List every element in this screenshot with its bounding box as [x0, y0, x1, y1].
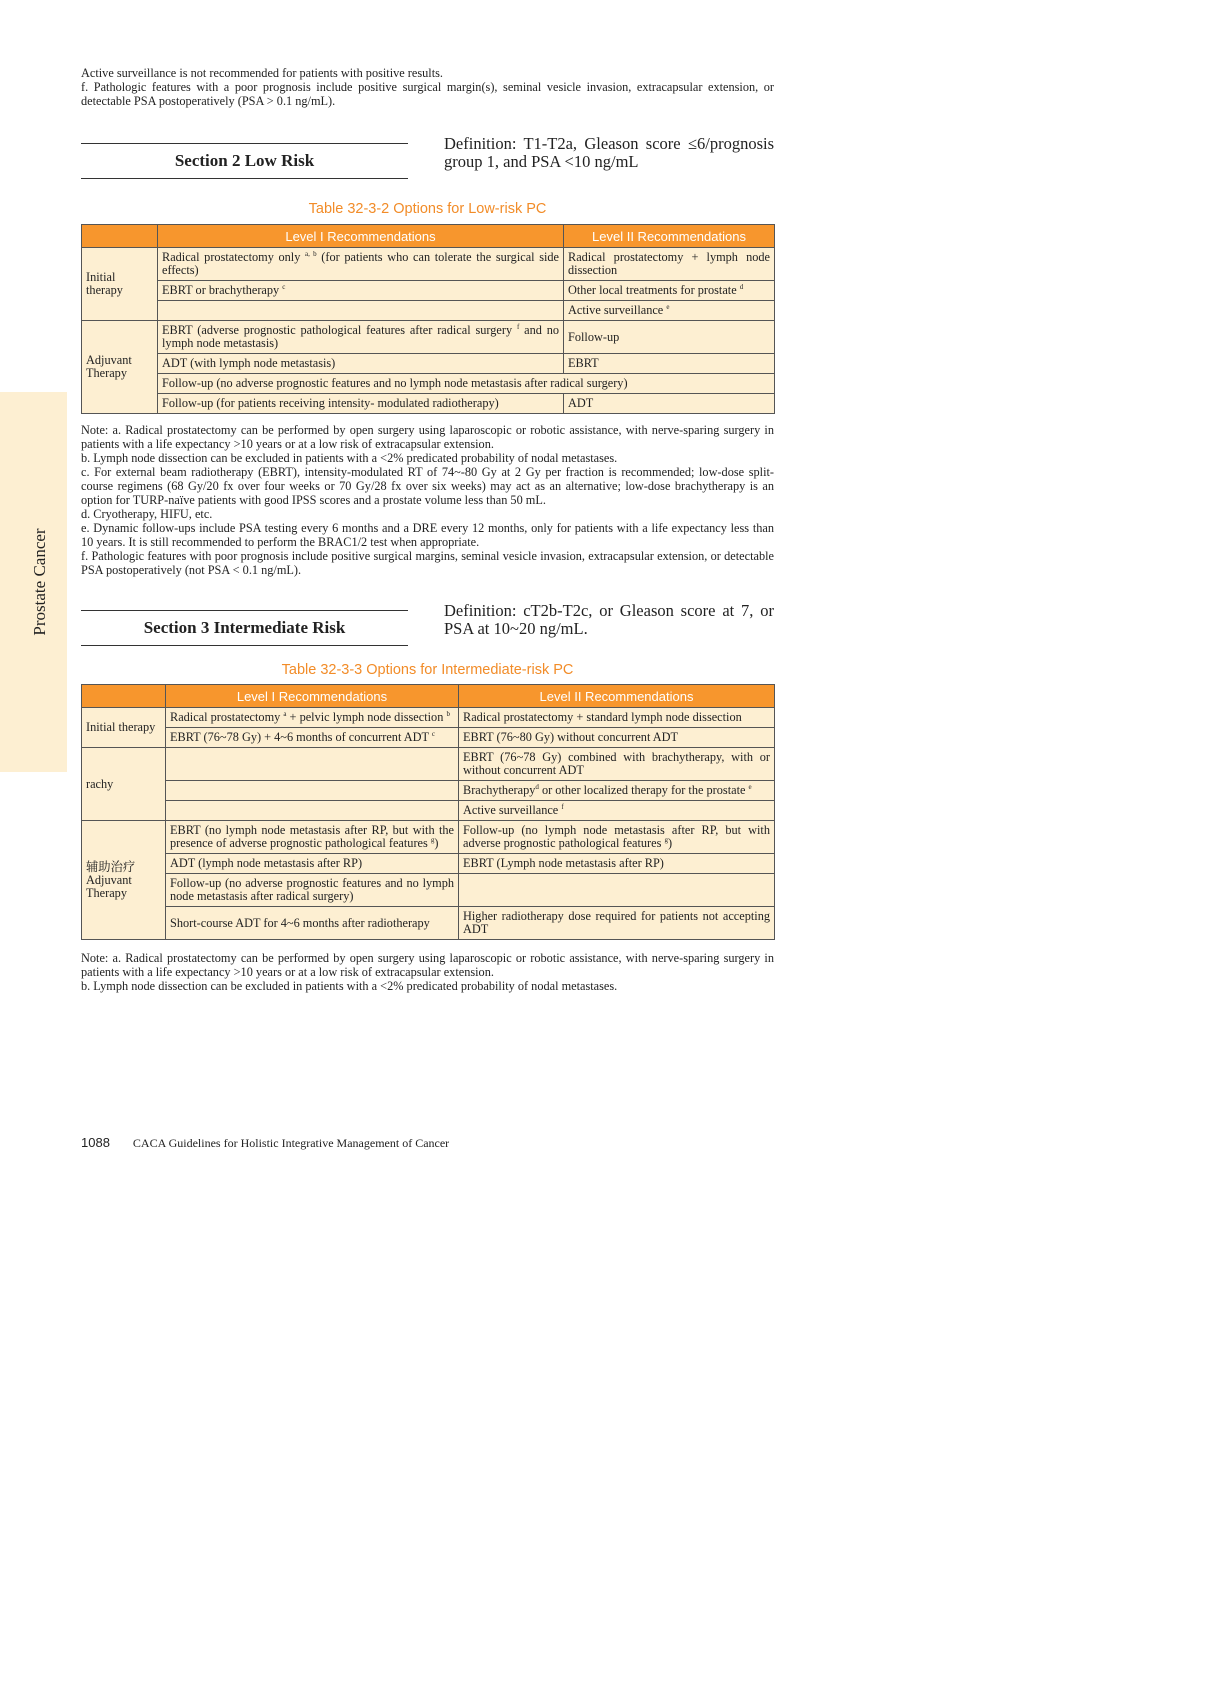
table-cell: EBRT (76~80 Gy) without concurrent ADT [459, 728, 775, 748]
table-header: Level II Recommendations [459, 685, 775, 708]
row-label-adjuvant-en: Adjuvant Therapy [86, 872, 132, 900]
page-footer [81, 1135, 449, 1151]
table-cell: ADT (lymph node metastasis after RP) [166, 854, 459, 874]
section-3-definition: Definition: cT2b-T2c, or Gleason score at 7, or PSA at 10~20 ng/mL. [444, 601, 774, 638]
note: f. Pathologic features with poor prognosis include positive surgical margins, seminal vesicle invasion, extracapsular extension, or detectable PSA postoperatively (not PSA < 0.1 ng/mL). [81, 549, 774, 577]
note: b. Lymph node dissection can be excluded in patients with a <2% predicated probability of nodal metastases. [81, 451, 618, 465]
row-label-adjuvant [82, 821, 166, 940]
table-cell: Radical prostatectomy $^a$ + pelvic lymph node dissection $^b$ [166, 708, 459, 728]
table-cell: Other local treatments for prostate $^d$ [564, 281, 775, 301]
table-cell: Follow-up (for patients receiving intensity- modulated radiotherapy) [158, 394, 564, 414]
table-cell: EBRT (76~78 Gy) + 4~6 months of concurrent ADT $^c$ [166, 728, 459, 748]
table-cell: Radical prostatectomy + lymph node dissection [564, 248, 775, 281]
note: e. Dynamic follow-ups include PSA testing every 6 months and a DRE every 12 months, only for patients with a life expectancy less than 10 years. It is still recommended to perform the BRAC1/2 test when appropriate. [81, 521, 774, 549]
page-content [81, 66, 774, 993]
top-note: f. Pathologic features with a poor prognosis include positive surgical margin(s), seminal vesicle invasion, extracapsular extension, or detectable PSA postoperatively (PSA > 0.1 ng/mL). [81, 80, 774, 108]
note: c. For external beam radiotherapy (EBRT), intensity-modulated RT of 74~-80 Gy at 2 Gy per fraction is recommended; low-dose split-course regimens (68 Gy/20 fx over four weeks or 70 Gy/28 fx over six weeks) may act as an alternative; low-dose brachytherapy is an option for TURP-naïve patients with good IPSS scores and a prostate volume less than 50 mL. [81, 465, 774, 507]
table-header: Level I Recommendations [158, 225, 564, 248]
section-3-header [81, 602, 774, 646]
table-cell: Radical prostatectomy only $^{a, b}$ (for patients who can tolerate the surgical side effects) [158, 248, 564, 281]
table-header-blank [82, 685, 166, 708]
table-intermediate-risk [81, 684, 775, 940]
table-low-risk [81, 224, 775, 414]
table-cell: Active surveillance $^e$ [564, 301, 775, 321]
table-cell-empty [158, 301, 564, 321]
table-header: Level I Recommendations [166, 685, 459, 708]
note: b. Lymph node dissection can be excluded in patients with a <2% predicated probability of nodal metastases. [81, 979, 618, 993]
table-cell: ADT [564, 394, 775, 414]
page-number: 1088 [81, 1135, 110, 1150]
row-label-initial: Initial therapy [82, 248, 158, 321]
table-3-notes [81, 951, 774, 993]
table-cell: Follow-up (no adverse prognostic features and no lymph node metastasis after radical surgery) [158, 374, 775, 394]
table-cell: Follow-up (no lymph node metastasis after RP, but with adverse prognostic pathological features $^g$) [459, 821, 775, 854]
table-cell: Brachytherapy$^d$ or other localized therapy for the prostate $^e$ [459, 781, 775, 801]
table-cell: EBRT [564, 354, 775, 374]
table-cell: Follow-up [564, 321, 775, 354]
table-2-notes [81, 423, 774, 577]
row-label-rachy: rachy [82, 748, 166, 821]
table-cell: EBRT (Lymph node metastasis after RP) [459, 854, 775, 874]
table-cell: Higher radiotherapy dose required for patients not accepting ADT [459, 907, 775, 940]
top-notes [81, 66, 774, 108]
note: d. Cryotherapy, HIFU, etc. [81, 507, 213, 521]
section-3-title: Section 3 Intermediate Risk [81, 610, 408, 646]
table-cell-empty [166, 801, 459, 821]
note: Note: a. Radical prostatectomy can be performed by open surgery using laparoscopic or robotic assistance, with nerve-sparing surgery in patients with a life expectancy >10 years or at a low risk of extracapsular extension. [81, 951, 774, 979]
section-2-title: Section 2 Low Risk [81, 143, 408, 179]
table-cell: Active surveillance $^f$ [459, 801, 775, 821]
section-2-header [81, 135, 774, 179]
table-3-caption: Table 32-3-3 Options for Intermediate-risk PC [281, 662, 574, 678]
side-tab-label: Prostate Cancer [30, 528, 49, 636]
table-cell-empty [166, 781, 459, 801]
table-header: Level II Recommendations [564, 225, 775, 248]
note: Note: a. Radical prostatectomy can be performed by open surgery using laparoscopic or robotic assistance, with nerve-sparing surgery in patients with a life expectancy >10 years or at a low risk of extracapsular extension. [81, 423, 774, 451]
footer-title: CACA Guidelines for Holistic Integrative Management of Cancer [132, 1136, 450, 1150]
top-note: Active surveillance is not recommended for patients with positive results. [81, 66, 443, 80]
table-cell: EBRT or brachytherapy $^c$ [158, 281, 564, 301]
table-cell: EBRT (76~78 Gy) combined with brachytherapy, with or without concurrent ADT [459, 748, 775, 781]
section-2-definition: Definition: T1-T2a, Gleason score ≤6/prognosis group 1, and PSA <10 ng/mL [444, 134, 774, 171]
table-cell: ADT (with lymph node metastasis) [158, 354, 564, 374]
table-cell: Radical prostatectomy + standard lymph node dissection [459, 708, 775, 728]
table-cell: EBRT (no lymph node metastasis after RP, but with the presence of adverse prognostic pathological features $^g$) [166, 821, 459, 854]
row-label-adjuvant: Adjuvant Therapy [82, 321, 158, 414]
table-cell-empty [166, 748, 459, 781]
table-cell: Short-course ADT for 4~6 months after radiotherapy [166, 907, 459, 940]
row-label-initial: Initial therapy [82, 708, 166, 748]
table-cell: Follow-up (no adverse prognostic features and no lymph node metastasis after radical surgery) [166, 874, 459, 907]
table-header-blank [82, 225, 158, 248]
table-2-caption: Table 32-3-2 Options for Low-risk PC [308, 201, 547, 217]
row-label-adjuvant-cn: 辅助治疗 [86, 859, 136, 874]
table-cell-empty [459, 874, 775, 907]
table-cell: EBRT (adverse prognostic pathological features after radical surgery $^f$ and no lymph node metastasis) [158, 321, 564, 354]
